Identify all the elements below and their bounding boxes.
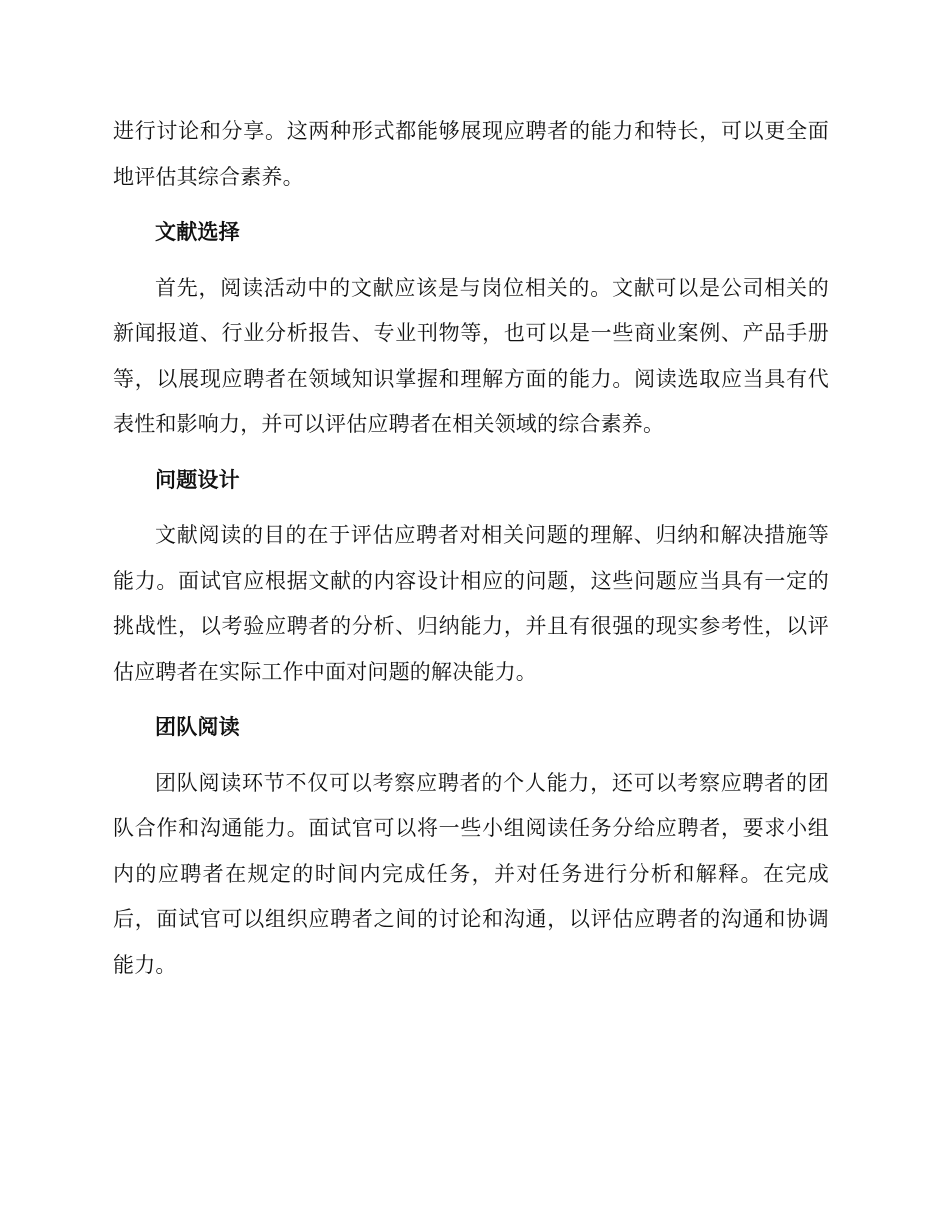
paragraph-continuation: 进行讨论和分享。这两种形式都能够展现应聘者的能力和特长，可以更全面地评估其综合素养。: [113, 119, 829, 189]
paragraph-literature-selection: 首先，阅读活动中的文献应该是与岗位相关的。文献可以是公司相关的新闻报道、行业分析报告、专业刊物等，也可以是一些商业案例、产品手册等，以展现应聘者在领域知识掌握和理解方面的能力。阅读选取应当具有代表性和影响力，并可以评估应聘者在相关领域的综合素养。: [113, 275, 829, 436]
section-heading-question-design: 问题设计: [155, 467, 240, 492]
section-heading-literature-selection: 文献选择: [155, 220, 240, 244]
section-heading-team-reading: 团队阅读: [155, 715, 240, 739]
document-body: [113, 109, 829, 988]
paragraph-team-reading: 团队阅读环节不仅可以考察应聘者的个人能力，还可以考察应聘者的团队合作和沟通能力。面试官可以将一些小组阅读任务分给应聘者，要求小组内的应聘者在规定的时间内完成任务，并对任务进行分析和解释。在完成后，面试官可以组织应聘者之间的讨论和沟通，以评估应聘者的沟通和协调能力。: [113, 770, 829, 977]
paragraph-question-design: 文献阅读的目的在于评估应聘者对相关问题的理解、归纳和解决措施等能力。面试官应根据文献的内容设计相应的问题，这些问题应当具有一定的挑战性，以考验应聘者的分析、归纳能力，并且有很强的现实参考性，以评估应聘者在实际工作中面对问题的解决能力。: [113, 523, 829, 684]
